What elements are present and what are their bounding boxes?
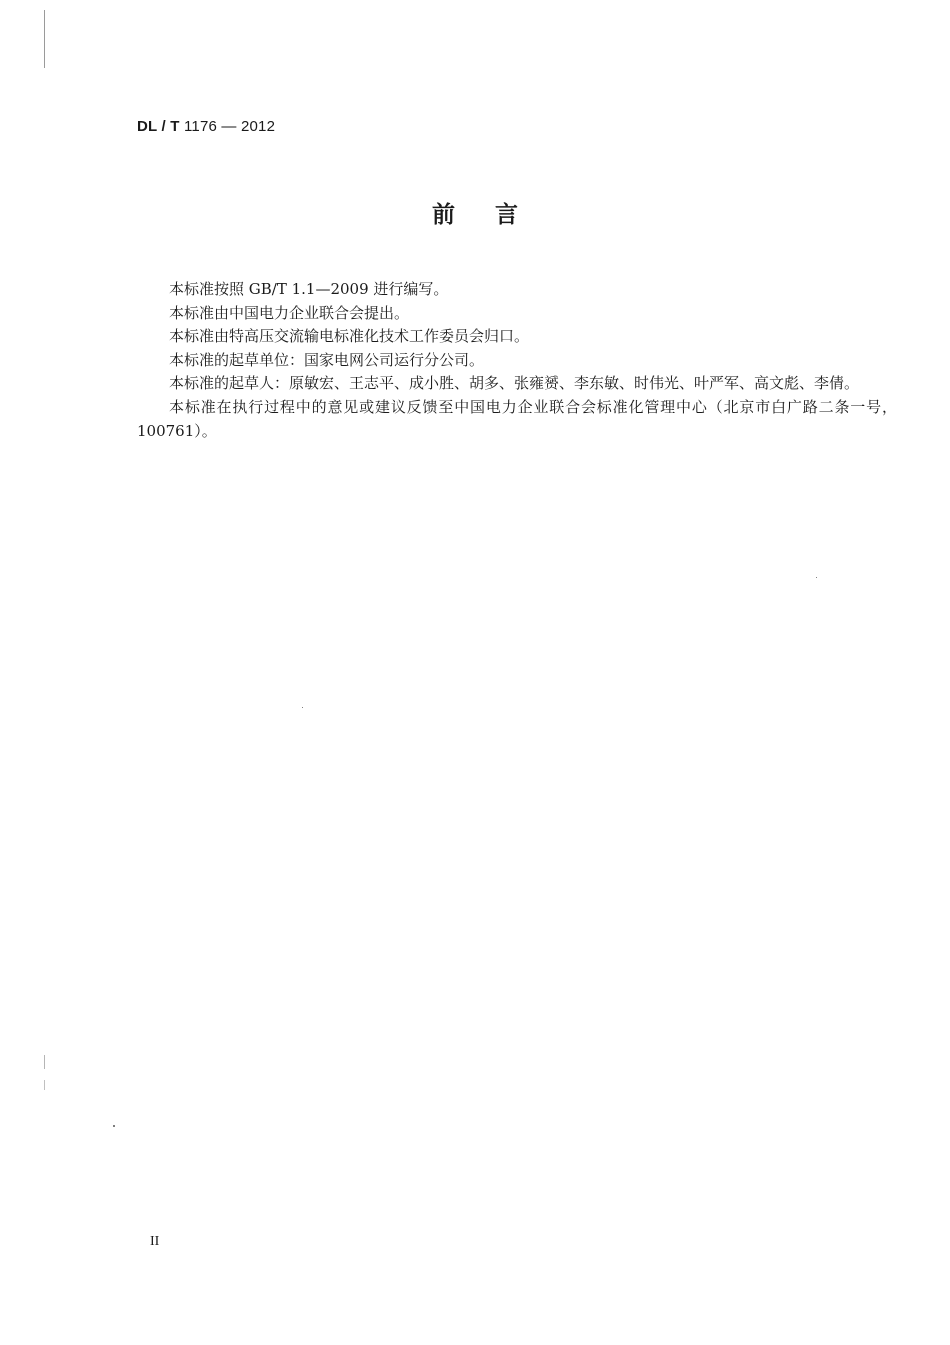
page-title: 前言: [432, 202, 558, 228]
standard-code: [137, 118, 275, 135]
paragraph: 本标准在执行过程中的意见或建议反馈至中国电力企业联合会标准化管理中心（北京市白广路二条一号，100761）。: [137, 397, 897, 440]
scan-speck: [302, 707, 303, 708]
scan-artifact-line: [44, 1055, 45, 1069]
standard-code-number: 1176 — 2012: [183, 118, 276, 135]
foreword-body: [137, 278, 897, 443]
scan-speck: [113, 1125, 115, 1127]
page-number: II: [150, 1234, 160, 1249]
scan-speck: [816, 577, 817, 578]
paragraph: 本标准的起草单位：国家电网公司运行分公司。: [169, 350, 485, 369]
paragraph: 本标准由特高压交流输电标准化技术工作委员会归口。: [169, 327, 530, 346]
scan-artifact-line: [44, 10, 45, 68]
paragraph: 本标准由中国电力企业联合会提出。: [169, 303, 410, 322]
standard-code-prefix: DL / T: [137, 118, 180, 135]
scan-artifact-line: [44, 1080, 45, 1090]
paragraph: 本标准按照 GB/T 1.1—2009 进行编写。: [169, 280, 449, 298]
paragraph: 本标准的起草人：原敏宏、王志平、成小胜、胡多、张雍赟、李东敏、时伟光、叶严军、高文彪、李倩。: [169, 374, 860, 393]
